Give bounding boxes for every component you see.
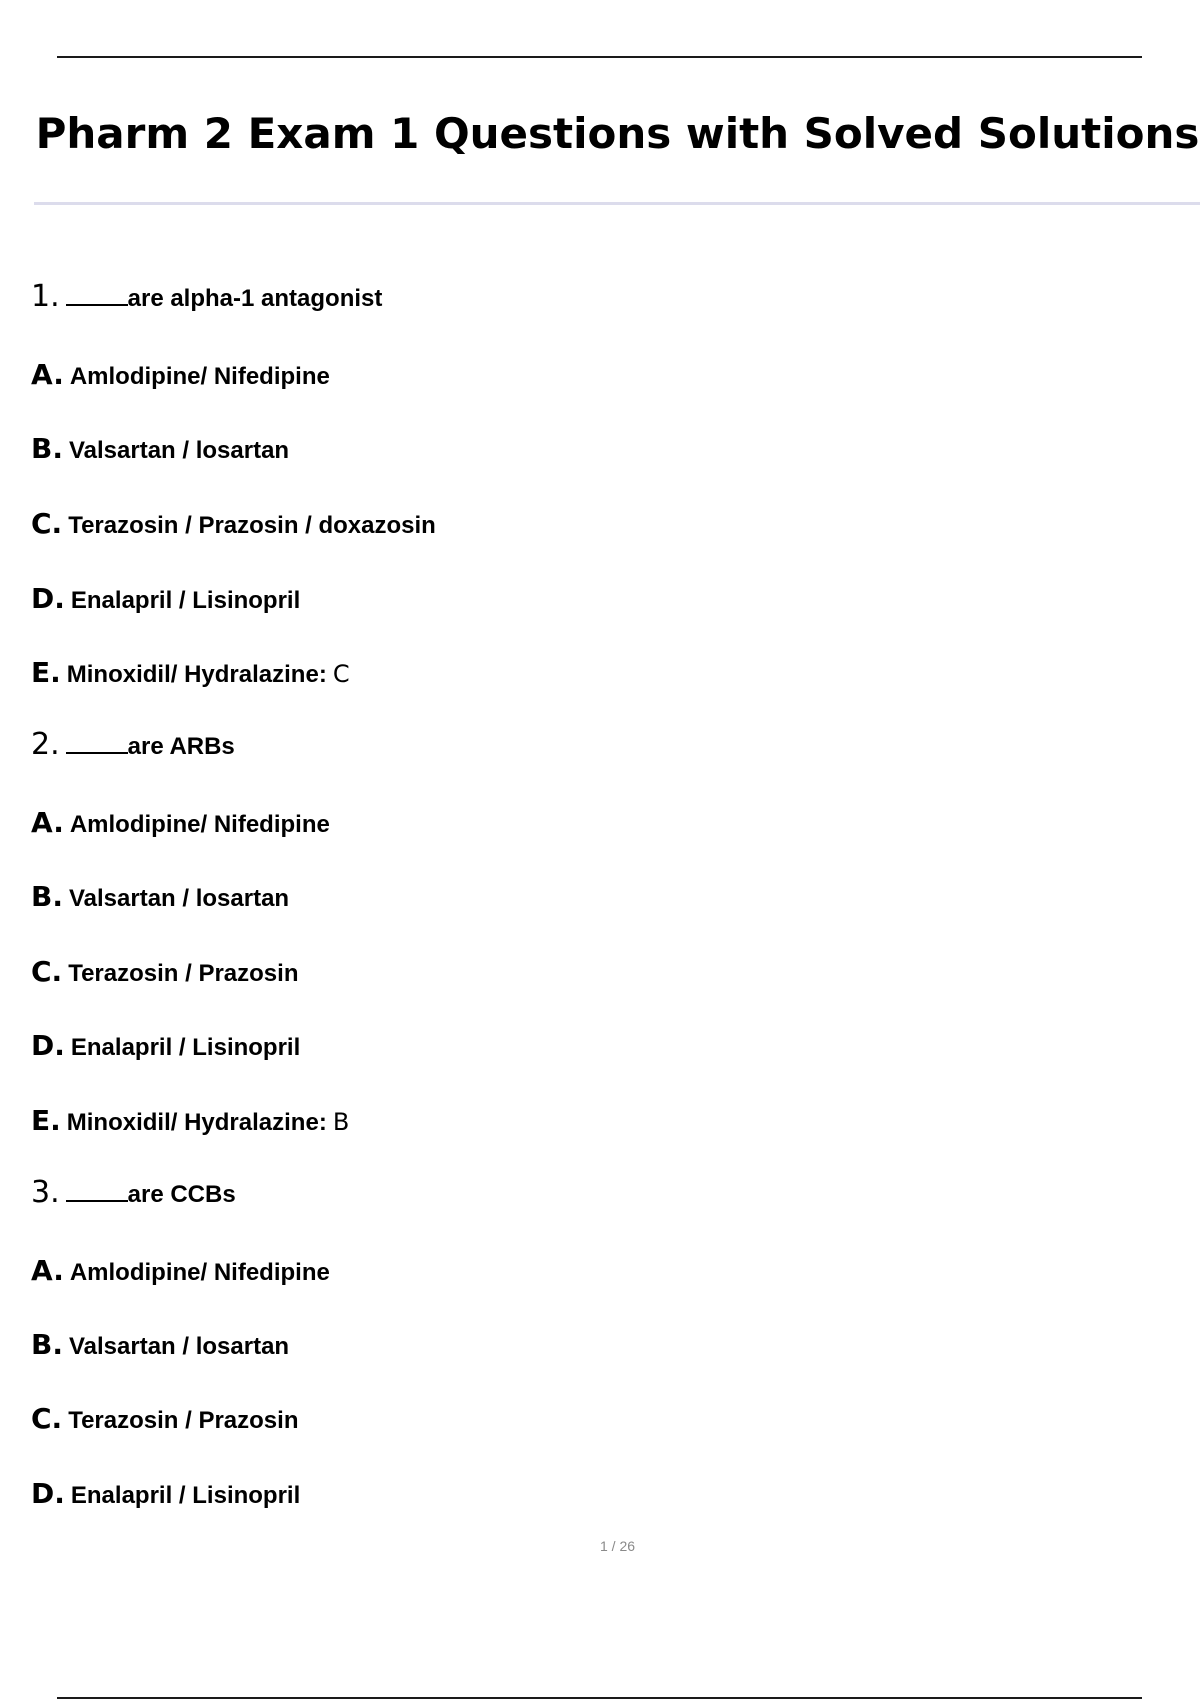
option-3d: [31, 1476, 300, 1512]
option-1e: [31, 655, 350, 691]
option-1b: [31, 431, 289, 467]
correct-answer: B: [332, 1108, 350, 1136]
option-letter: E.: [31, 656, 61, 689]
option-text: Valsartan / losartan: [68, 1333, 290, 1360]
question-number: 3.: [31, 1175, 60, 1210]
option-2a: [31, 805, 330, 841]
option-2c: [31, 954, 298, 990]
option-letter: D.: [31, 582, 65, 615]
option-text: Valsartan / losartan: [68, 885, 290, 912]
question-text: are CCBs: [127, 1181, 236, 1208]
question-text: are ARBs: [127, 733, 235, 760]
question-3: [31, 1175, 236, 1211]
option-1c: [31, 506, 436, 542]
option-letter: C.: [31, 955, 63, 988]
option-letter: A.: [31, 358, 64, 391]
option-letter: A.: [31, 806, 64, 839]
option-text: Terazosin / Prazosin: [68, 960, 299, 987]
option-text: Amlodipine/ Nifedipine: [69, 363, 330, 390]
bottom-divider: [57, 1697, 1142, 1699]
option-text: Amlodipine/ Nifedipine: [69, 1259, 330, 1286]
page-indicator: 1 / 26: [599, 1538, 636, 1554]
question-1: [31, 279, 382, 315]
top-divider: [57, 56, 1142, 58]
option-text: Enalapril / Lisinopril: [70, 587, 301, 614]
title-underline: [34, 202, 1200, 205]
page-title: Pharm 2 Exam 1 Questions with Solved Solutions: [35, 109, 1200, 158]
option-text: Terazosin / Prazosin / doxazosin: [68, 512, 436, 539]
option-letter: A.: [31, 1254, 64, 1287]
question-number: 1.: [31, 279, 60, 314]
option-2b: [31, 879, 289, 915]
option-text: Terazosin / Prazosin: [68, 1407, 299, 1434]
option-text: Enalapril / Lisinopril: [70, 1482, 301, 1509]
correct-answer: C: [332, 660, 350, 688]
option-letter: C.: [31, 1402, 63, 1435]
option-1a: [31, 357, 330, 393]
option-letter: D.: [31, 1029, 65, 1062]
question-number: 2.: [31, 727, 60, 762]
option-letter: D.: [31, 1477, 65, 1510]
option-text: Minoxidil/ Hydralazine:: [66, 1109, 327, 1136]
option-2d: [31, 1028, 300, 1064]
answer-blank: [66, 1178, 128, 1202]
question-text: are alpha-1 antagonist: [127, 285, 383, 312]
question-2: [31, 727, 235, 763]
option-3b: [31, 1327, 289, 1363]
option-1d: [31, 581, 300, 617]
option-letter: E.: [31, 1104, 61, 1137]
option-text: Enalapril / Lisinopril: [70, 1034, 301, 1061]
option-letter: B.: [31, 1328, 63, 1361]
option-letter: B.: [31, 432, 63, 465]
option-text: Minoxidil/ Hydralazine:: [66, 661, 327, 688]
option-letter: B.: [31, 880, 63, 913]
option-letter: C.: [31, 507, 63, 540]
option-3c: [31, 1401, 298, 1437]
answer-blank: [66, 282, 128, 306]
option-2e: [31, 1103, 349, 1139]
option-text: Valsartan / losartan: [68, 437, 290, 464]
option-3a: [31, 1253, 330, 1289]
option-text: Amlodipine/ Nifedipine: [69, 811, 330, 838]
answer-blank: [66, 730, 128, 754]
